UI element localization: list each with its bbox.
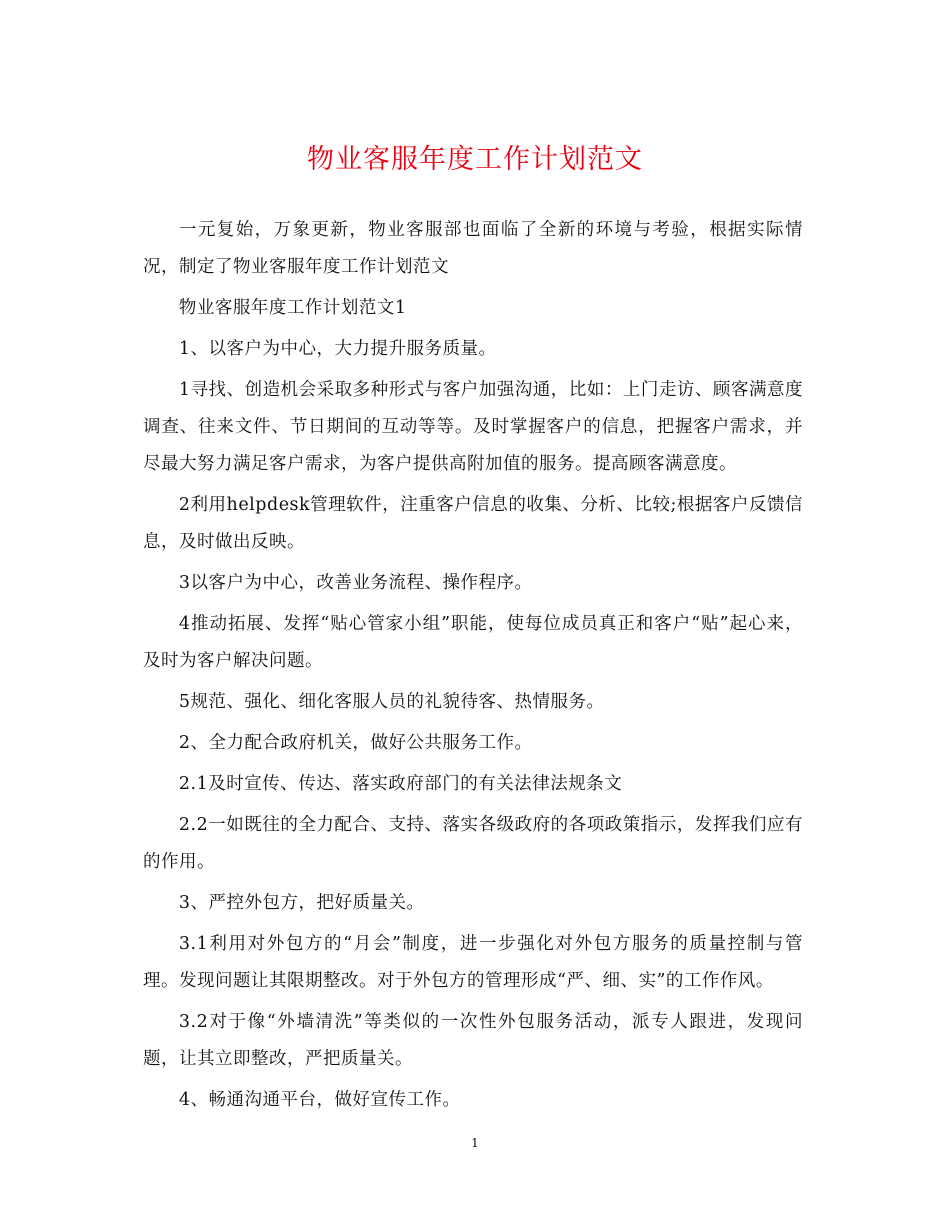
page-number: 1 [471, 1136, 479, 1150]
paragraph: 5规范、强化、细化客服人员的礼貌待客、热情服务。 [178, 692, 605, 712]
document-body [143, 212, 803, 1123]
paragraph: 1寻找、创造机会采取多种形式与客户加强沟通，比如：上门走访、顾客满意度调查、往来文件、节日期间的互动等等。及时掌握客户的信息，把握客户需求，并尽最大努力满足客户需求，为客户提供高附加值的服务。提高顾客满意度。 [143, 380, 803, 474]
paragraph: 3、严控外包方，把好质量关。 [178, 893, 425, 913]
paragraph: 4、畅通沟通平台，做好宣传工作。 [178, 1090, 461, 1110]
paragraph: 1、以客户为中心，大力提升服务质量。 [178, 339, 497, 359]
paragraph: 2.1及时宣传、传达、落实政府部门的有关法律法规条文 [178, 774, 623, 794]
paragraph: 3以客户为中心，改善业务流程、操作程序。 [178, 573, 533, 593]
document-title: 物业客服年度工作计划范文 [307, 144, 643, 175]
paragraph: 2利用helpdesk管理软件，注重客户信息的收集、分析、比较;根据客户反馈信息，及时做出反映。 [143, 495, 803, 552]
paragraph: 2、全力配合政府机关，做好公共服务工作。 [178, 733, 533, 753]
paragraph: 物业客服年度工作计划范文1 [178, 298, 407, 318]
paragraph: 4推动拓展、发挥“贴心管家小组”职能，使每位成员真正和客户“贴”起心来，及时为客户解决问题。 [143, 614, 803, 671]
paragraph: 3.1利用对外包方的“月会”制度，进一步强化对外包方服务的质量控制与管理。发现问题让其限期整改。对于外包方的管理形成“严、细、实”的工作作风。 [143, 934, 803, 991]
paragraph: 2.2一如既往的全力配合、支持、落实各级政府的各项政策指示，发挥我们应有的作用。 [143, 815, 803, 872]
paragraph: 一元复始，万象更新，物业客服部也面临了全新的环境与考验，根据实际情况，制定了物业客服年度工作计划范文 [143, 220, 803, 277]
paragraph: 3.2对于像“外墙清洗”等类似的一次性外包服务活动，派专人跟进，发现问题，让其立即整改，严把质量关。 [143, 1012, 803, 1069]
